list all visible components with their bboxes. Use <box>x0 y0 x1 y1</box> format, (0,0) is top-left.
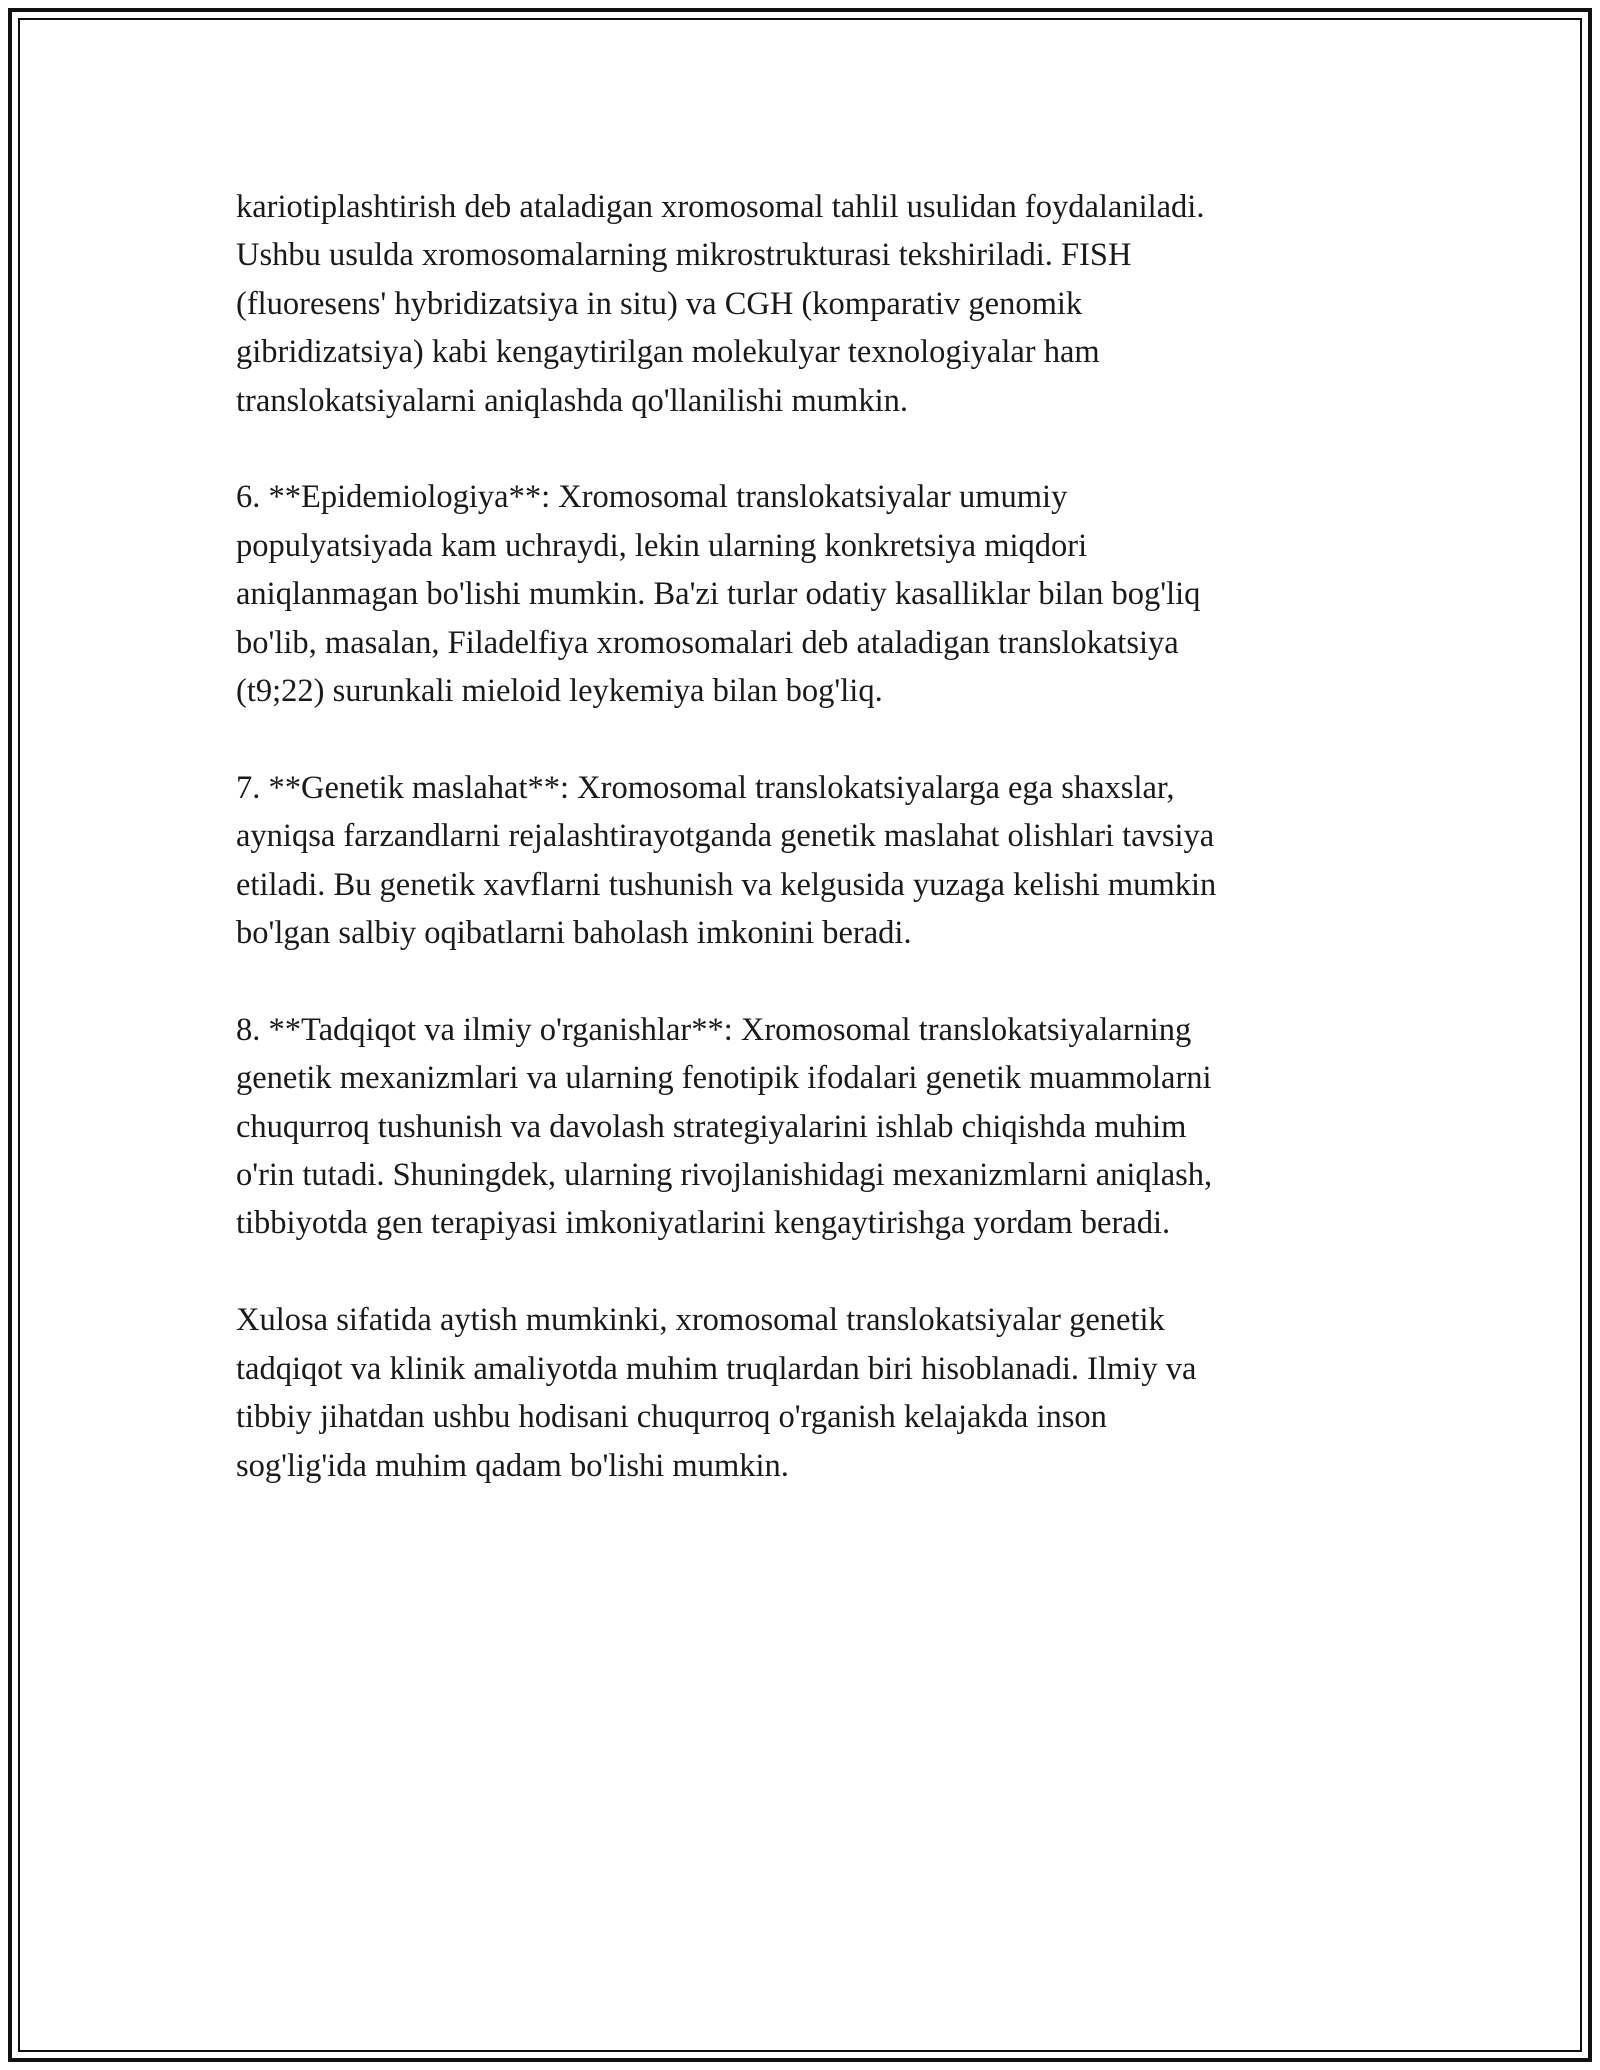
paragraph-conclusion: Xulosa sifatida aytish mumkinki, xromosomal translokatsiyalar genetik tadqiqot va klinik amaliyotda muhim truqlardan biri hisoblanadi. Ilmiy va tibbiy jihatdan ushbu hodisani chuqurroq o'rganish kelajakda inson sog'lig'ida muhim qadam bo'lishi mumkin. <box>236 1302 1197 1484</box>
document-body <box>236 183 1366 1538</box>
paragraph-epidemiology: 6. **Epidemiologiya**: Xromosomal translokatsiyalar umumiy populyatsiyada kam uchraydi, lekin ularning konkretsiya miqdori aniqlanmagan bo'lishi mumkin. Ba'zi turlar odatiy kasalliklar bilan bog'liq bo'lib, masalan, Filadelfiya xromosomalari deb ataladigan translokatsiya (t9;22) surunkali mieloid leykemiya bilan bog'liq. <box>236 479 1201 710</box>
paragraph-karyotyping: kariotiplashtirish deb ataladigan xromosomal tahlil usulidan foydalaniladi. Ushbu usulda xromosomalarning mikrostrukturasi tekshiriladi. FISH (fluoresens' hybridizatsiya in situ) va CGH (komparativ genomik gibridizatsiya) kabi kengaytirilgan molekulyar texnologiyalar ham translokatsiyalarni aniqlashda qo'llanilishi mumkin. <box>236 189 1205 419</box>
paragraph-genetic-counseling: 7. **Genetik maslahat**: Xromosomal translokatsiyalarga ega shaxslar, ayniqsa farzandlarni rejalashtirayotganda genetik maslahat olishlari tavsiya etiladi. Bu genetik xavflarni tushunish va kelgusida yuzaga kelishi mumkin bo'lgan salbiy oqibatlarni baholash imkonini beradi. <box>236 769 1217 952</box>
paragraph-research: 8. **Tadqiqot va ilmiy o'rganishlar**: Xromosomal translokatsiyalarning genetik mexanizmlari va ularning fenotipik ifodalari genetik muammolarni chuqurroq tushunish va davolash strategiyalarini ishlab chiqishda muhim o'rin tutadi. Shuningdek, ularning rivojlanishidagi mexanizmlarni aniqlash, tibbiyotda gen terapiyasi imkoniyatlarini kengaytirishga yordam beradi. <box>236 1011 1213 1242</box>
